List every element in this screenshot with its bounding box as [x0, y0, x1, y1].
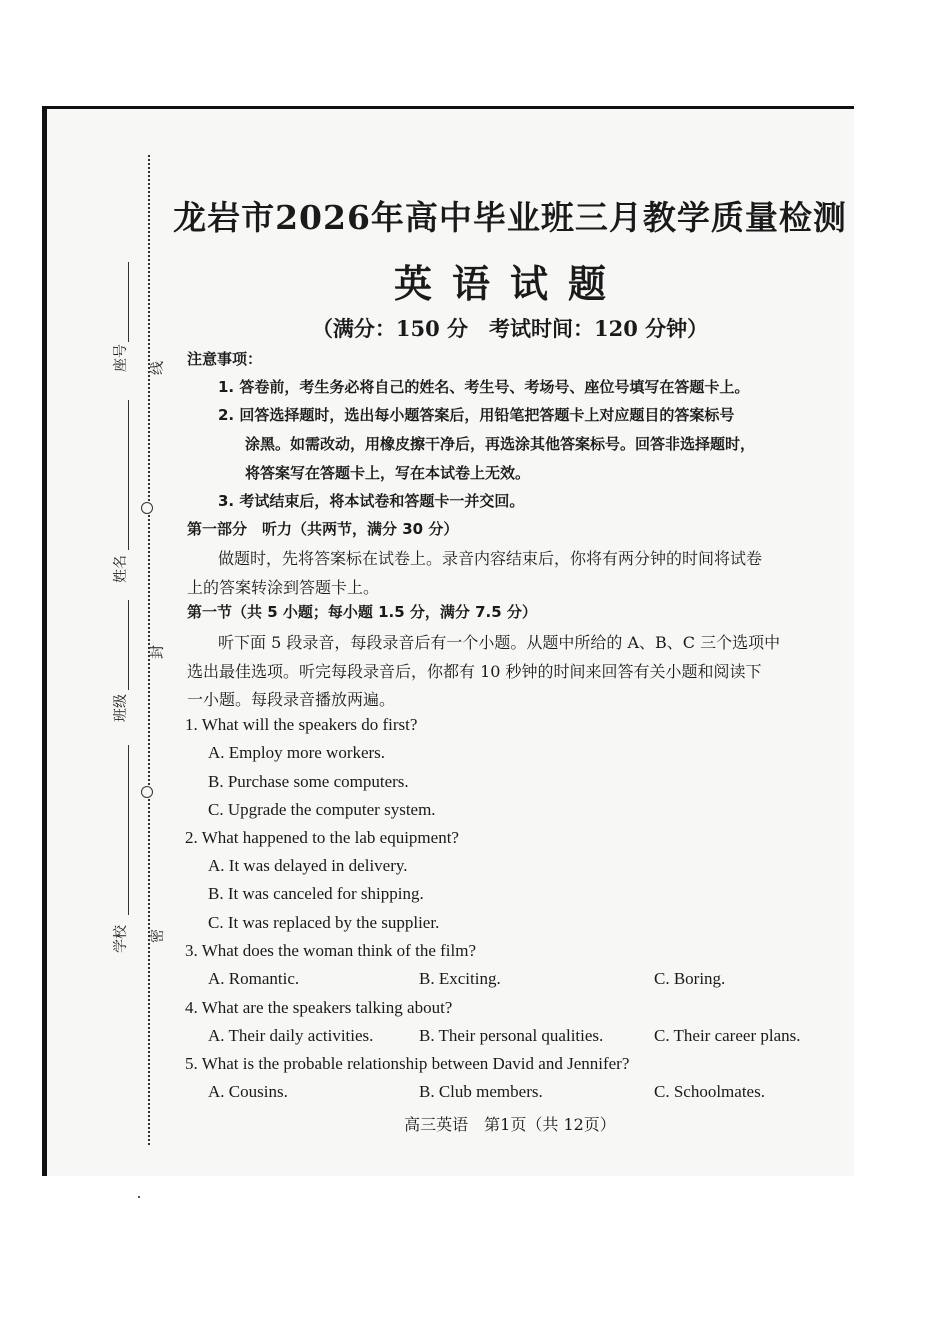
seat-underline[interactable] [128, 262, 129, 342]
exam-title: 龙岩市2026年高中毕业班三月教学质量检测 [173, 198, 847, 237]
question-4: 4. What are the speakers talking about? [185, 998, 453, 1017]
q3-option-a[interactable]: A. Romantic. [208, 969, 300, 988]
stray-dot [138, 1196, 140, 1198]
seal-ring-2 [141, 786, 153, 798]
notice-item-3: 3. 考试结束后，将本试卷和答题卡一并交回。 [218, 492, 525, 510]
q4-option-a[interactable]: A. Their daily activities. [208, 1026, 374, 1045]
q4-option-b[interactable]: B. Their personal qualities. [419, 1026, 604, 1045]
name-label: 姓名 [113, 555, 129, 583]
question-5: 5. What is the probable relationship between David and Jennifer? [185, 1054, 630, 1073]
q1-option-b[interactable]: B. Purchase some computers. [208, 772, 409, 791]
q5-option-c[interactable]: C. Schoolmates. [654, 1082, 765, 1101]
q5-option-b[interactable]: B. Club members. [419, 1082, 543, 1101]
q4-option-c[interactable]: C. Their career plans. [654, 1026, 801, 1045]
seal-ring-1 [141, 502, 153, 514]
section1-instruction-2: 选出最佳选项。听完每段录音后，你都有 10 秒钟的时间来回答有关小题和阅读下 [187, 662, 762, 681]
school-label: 学校 [113, 925, 129, 953]
notice-item-2: 2. 回答选择题时，选出每小题答案后，用铅笔把答题卡上对应题目的答案标号 [218, 406, 735, 424]
score-time: （满分：150 分 考试时间：120 分钟） [311, 316, 709, 341]
class-underline[interactable] [128, 600, 129, 690]
q2-option-c[interactable]: C. It was replaced by the supplier. [208, 913, 440, 932]
seat-label: 座号 [113, 344, 129, 372]
section1-heading: 第一节（共 5 小题；每小题 1.5 分，满分 7.5 分） [187, 603, 537, 621]
q3-option-c[interactable]: C. Boring. [654, 969, 726, 988]
section1-instruction-1: 听下面 5 段录音，每段录音后有一个小题。从题中所给的 A、B、C 三个选项中 [218, 633, 781, 652]
exam-subject: 英语试题 [393, 261, 626, 306]
q3-option-b[interactable]: B. Exciting. [419, 969, 501, 988]
part1-instruction-2: 上的答案转涂到答题卡上。 [187, 578, 380, 597]
question-1: 1. What will the speakers do first? [185, 715, 418, 734]
notice-item-1: 1. 答卷前，考生务必将自己的姓名、考生号、考场号、座位号填写在答题卡上。 [218, 378, 750, 396]
q2-option-b[interactable]: B. It was canceled for shipping. [208, 884, 424, 903]
question-2: 2. What happened to the lab equipment? [185, 828, 459, 847]
notice-heading: 注意事项： [187, 350, 263, 368]
q1-option-a[interactable]: A. Employ more workers. [208, 743, 386, 762]
notice-item-2-cont2: 将答案写在答题卡上，写在本试卷上无效。 [245, 464, 531, 482]
seal-line-char: 线 [150, 361, 166, 375]
section1-instruction-3: 一小题。每段录音播放两遍。 [187, 690, 396, 709]
notice-item-2-cont: 涂黑。如需改动，用橡皮擦干净后，再选涂其他答案标号。回答非选择题时， [245, 435, 756, 453]
class-label: 班级 [113, 694, 129, 722]
left-border [42, 106, 47, 1176]
part1-heading: 第一部分 听力（共两节，满分 30 分） [187, 520, 459, 538]
seal-mi-char: 密 [150, 929, 166, 943]
part1-instruction-1: 做题时，先将答案标在试卷上。录音内容结束后，你将有两分钟的时间将试卷 [218, 549, 763, 568]
question-3: 3. What does the woman think of the film? [185, 941, 476, 960]
seal-feng-char: 封 [150, 645, 166, 659]
school-underline[interactable] [128, 745, 129, 915]
q2-option-a[interactable]: A. It was delayed in delivery. [208, 856, 408, 875]
name-underline[interactable] [128, 400, 129, 550]
page-footer: 高三英语 第1页（共 12页） [404, 1115, 616, 1134]
q1-option-c[interactable]: C. Upgrade the computer system. [208, 800, 436, 819]
q5-option-a[interactable]: A. Cousins. [208, 1082, 288, 1101]
